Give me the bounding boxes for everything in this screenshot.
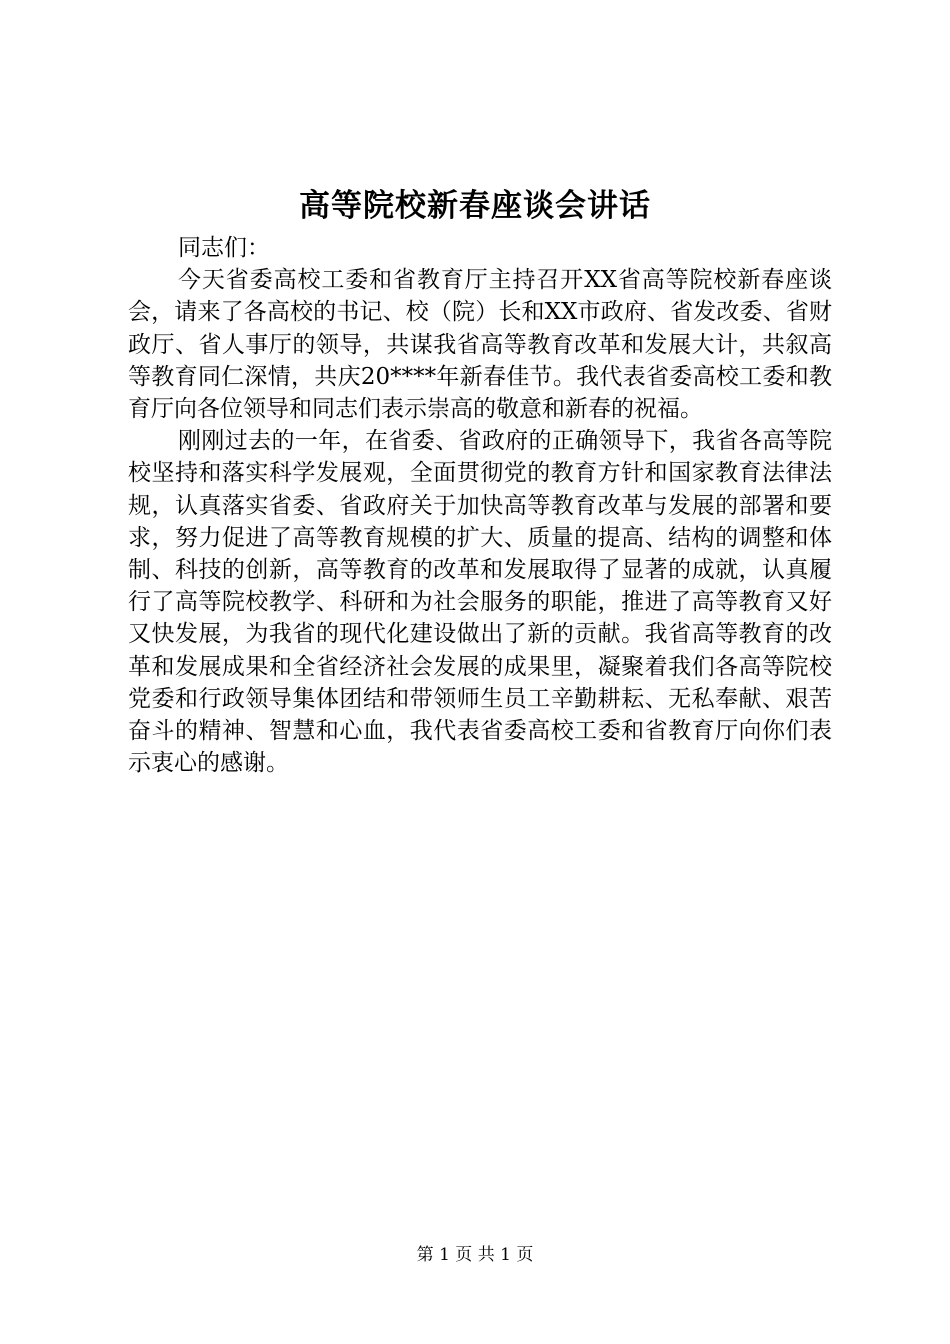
paragraph-2: 刚刚过去的一年，在省委、省政府的正确领导下，我省各高等院校坚持和落实科学发展观，全面贯彻党的教育方针和国家教育法律法规，认真落实省委、省政府关于加快高等教育改革与发展的部署和要求，努力促进了高等教育规模的扩大、质量的提高、结构的调整和体制、科技的创新，高等教育的改革和发展取得了显著的成就，认真履行了高等院校教学、科研和为社会服务的职能，推进了高等教育又好又快发展，为我省的现代化建设做出了新的贡献。我省高等教育的改革和发展成果和全省经济社会发展的成果里，凝聚着我们各高等院校党委和行政领导集体团结和带领师生员工辛勤耕耘、无私奉献、艰苦奋斗的精神、智慧和心血，我代表省委高校工委和省教育厅向你们表示衷心的感谢。 xyxy=(128,428,832,777)
salutation: 同志们： xyxy=(178,235,270,261)
document-body xyxy=(128,232,832,779)
page-footer: 第 1 页 共 1 页 xyxy=(416,1245,534,1265)
document-title: 高等院校新春座谈会讲话 xyxy=(299,188,651,224)
paragraph-1: 今天省委高校工委和省教育厅主持召开XX省高等院校新春座谈会，请来了各高校的书记、校（院）长和XX市政府、省发改委、省财政厅、省人事厅的领导，共谋我省高等教育改革和发展大计，共叙高等教育同仁深情，共庆20****年新春佳节。我代表省委高校工委和教育厅向各位领导和同志们表示崇高的敬意和新春的祝福。 xyxy=(128,267,832,423)
